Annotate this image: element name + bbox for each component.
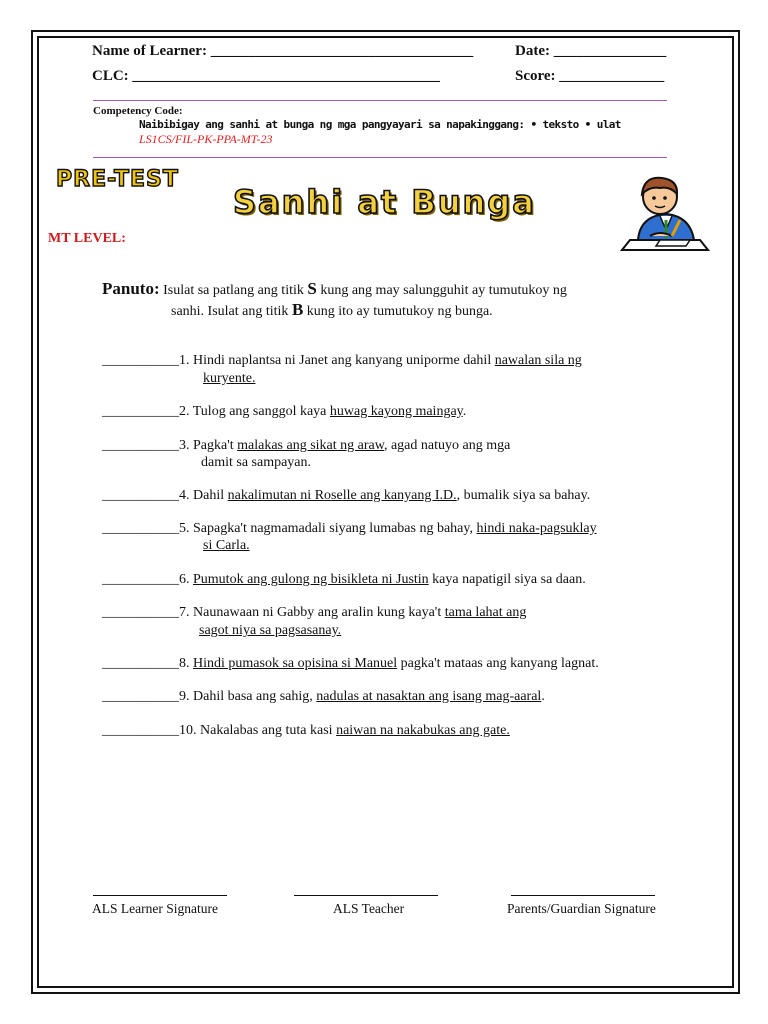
item-text: Tulog ang sanggol kaya: [192, 404, 327, 419]
score-label: Score:: [515, 68, 556, 84]
item-text: Nakalabas ang tuta kasi: [200, 723, 333, 738]
student-writing-icon: [620, 170, 712, 262]
item-underlined-text: kuryente.: [203, 371, 256, 386]
answer-blank[interactable]: ___________: [102, 438, 179, 453]
answer-blank[interactable]: ___________: [102, 656, 179, 671]
instructions-text-1b: kung ang may salungguhit ay tumutukoy ng: [320, 283, 567, 298]
item-text: Hindi naplantsa ni Janet ang kanyang uniporme dahil: [193, 353, 492, 368]
answer-blank[interactable]: ___________: [102, 572, 179, 587]
item-number: 6.: [179, 572, 190, 587]
item-text: pagka't mataas ang kanyang lagnat.: [397, 656, 599, 671]
answer-blank[interactable]: ___________: [102, 404, 179, 419]
answer-blank[interactable]: ___________: [102, 353, 179, 368]
instructions-text-1a: Isulat sa patlang ang titik: [163, 283, 304, 298]
answer-blank[interactable]: ___________: [102, 521, 179, 536]
instructions-line-1: [102, 279, 567, 299]
teacher-signature-label: ALS Teacher: [333, 901, 405, 916]
mt-level-label: MT LEVEL:: [48, 231, 126, 246]
list-item: [102, 352, 582, 369]
parent-signature-label: Parents/Guardian Signature: [507, 901, 656, 916]
answer-blank[interactable]: ___________: [102, 689, 179, 704]
competency-label: Competency Code:: [93, 105, 183, 117]
item-text: .: [462, 404, 467, 419]
name-of-learner-field: [92, 43, 473, 60]
divider-top: [93, 100, 667, 101]
item-number: 1.: [179, 353, 190, 368]
learner-signature-line[interactable]: [93, 895, 227, 896]
letter-s: S: [307, 279, 317, 298]
item-number: 9.: [179, 689, 190, 704]
instructions-line-2: [171, 300, 493, 320]
item-underlined-text: naiwan na nakabukas ang gate.: [336, 723, 510, 738]
learner-signature-label: ALS Learner Signature: [92, 901, 218, 916]
item-underlined-text: si Carla.: [203, 538, 250, 553]
list-item: [102, 571, 586, 588]
item-number: 10.: [179, 723, 197, 738]
list-item: [102, 604, 526, 621]
item-text: Dahil: [193, 488, 225, 503]
item-number: 7.: [179, 605, 190, 620]
clc-line: _________________________________________: [132, 68, 440, 84]
list-item-continuation: [203, 537, 250, 554]
date-label: Date:: [515, 43, 550, 59]
answer-blank[interactable]: ___________: [102, 605, 179, 620]
item-underlined-text: nadulas at nasaktan ang isang mag-aaral: [316, 689, 542, 704]
instructions-text-2b: kung ito ay tumutukoy ng bunga.: [306, 304, 493, 319]
competency-text: Naibibigay ang sanhi at bunga ng mga pangyayari sa napakinggang: • teksto • ulat: [139, 118, 621, 131]
item-text: Sapagka't nagmamadali siyang lumabas ng bahay,: [193, 521, 473, 536]
name-label: Name of Learner:: [92, 43, 207, 59]
list-item-continuation: [201, 454, 311, 471]
item-underlined-text: tama lahat ang: [444, 605, 527, 620]
item-underlined-text: huwag kayong maingay: [329, 404, 463, 419]
item-text: , bumalik siya sa bahay.: [456, 488, 591, 503]
list-item: [102, 437, 510, 454]
teacher-signature-line[interactable]: [294, 895, 438, 896]
list-item: [102, 688, 545, 705]
item-text: .: [541, 689, 545, 704]
student-writing-illustration: [620, 170, 712, 267]
instructions-label: Panuto:: [102, 279, 160, 298]
score-field: [515, 68, 664, 85]
item-text: Pagka't: [193, 438, 234, 453]
clc-field: [92, 68, 440, 85]
list-item-continuation: [203, 370, 255, 387]
divider-bottom: [93, 157, 667, 158]
item-underlined-text: nakalimutan ni Roselle ang kanyang I.D.: [227, 488, 457, 503]
instructions-text-2a: sanhi. Isulat ang titik: [171, 304, 289, 319]
pretest-label: PRE-TEST: [56, 167, 179, 192]
item-underlined-text: Hindi pumasok sa opisina si Manuel: [193, 656, 398, 671]
name-line: ___________________________________: [210, 43, 474, 59]
item-underlined-text: nawalan sila ng: [494, 353, 582, 368]
item-number: 5.: [179, 521, 190, 536]
list-item-continuation: [199, 622, 341, 639]
list-item: [102, 722, 510, 739]
list-item: [102, 520, 597, 537]
item-number: 2.: [179, 404, 190, 419]
item-text: , agad natuyo ang mga: [383, 438, 511, 453]
list-item: [102, 403, 466, 420]
item-underlined-text: sagot niya sa pagsasanay.: [199, 623, 342, 638]
score-line: ______________: [559, 68, 665, 84]
answer-blank[interactable]: ___________: [102, 488, 179, 503]
date-line: _______________: [553, 43, 667, 59]
item-underlined-text: malakas ang sikat ng araw: [237, 438, 384, 453]
letter-b: B: [291, 300, 304, 319]
parent-signature-line[interactable]: [511, 895, 655, 896]
item-number: 4.: [179, 488, 190, 503]
item-underlined-text: hindi naka-pagsuklay: [476, 521, 597, 536]
list-item: [102, 487, 590, 504]
item-text: Dahil basa ang sahig,: [193, 689, 313, 704]
answer-blank[interactable]: ___________: [102, 723, 179, 738]
date-field: [515, 43, 666, 60]
item-text: Naunawaan ni Gabby ang aralin kung kaya't: [193, 605, 442, 620]
item-text: kaya napatigil siya sa daan.: [428, 572, 586, 587]
clc-label: CLC:: [92, 68, 129, 84]
competency-code: LS1CS/FIL-PK-PPA-MT-23: [139, 132, 273, 146]
item-text: damit sa sampayan.: [201, 455, 312, 470]
item-underlined-text: Pumutok ang gulong ng bisikleta ni Justin: [193, 572, 429, 587]
list-item: [102, 655, 599, 672]
page-title: Sanhi at Bunga: [233, 183, 536, 221]
item-number: 8.: [179, 656, 190, 671]
item-number: 3.: [179, 438, 190, 453]
